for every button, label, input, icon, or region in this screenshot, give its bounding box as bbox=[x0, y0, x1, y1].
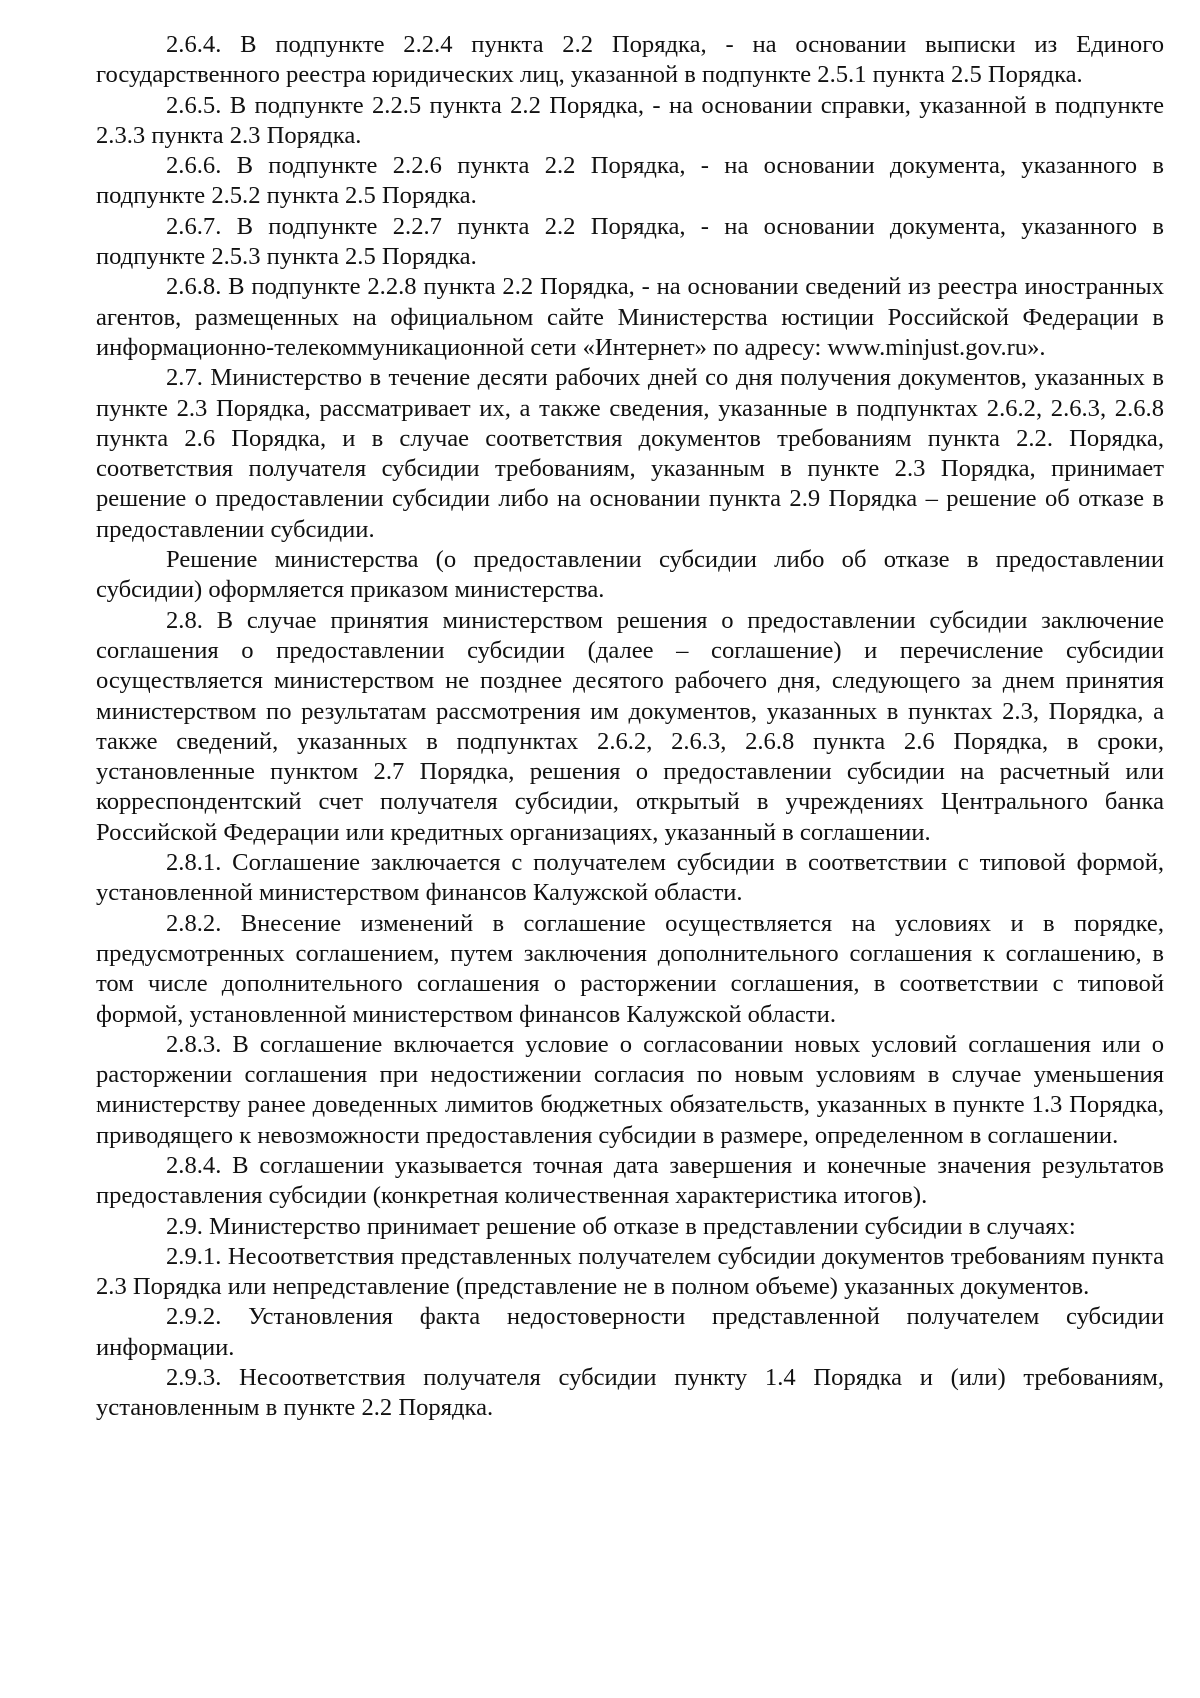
paragraph-2-6-4: 2.6.4. В подпункте 2.2.4 пункта 2.2 Порядка, - на основании выписки из Единого государственного реестра юридических лиц, указанной в подпункте 2.5.1 пункта 2.5 Порядка. bbox=[96, 31, 1164, 89]
paragraph-2-8-1: 2.8.1. Соглашение заключается с получателем субсидии в соответствии с типовой формой, установленной министерством финансов Калужской области. bbox=[96, 849, 1164, 907]
paragraph-2-6-7: 2.6.7. В подпункте 2.2.7 пункта 2.2 Порядка, - на основании документа, указанного в подпункте 2.5.3 пункта 2.5 Порядка. bbox=[96, 212, 1164, 271]
paragraph-2-6-6: 2.6.6. В подпункте 2.2.6 пункта 2.2 Порядка, - на основании документа, указанного в подпункте 2.5.2 пункта 2.5 Порядка. bbox=[96, 152, 1164, 210]
paragraph-decision: Решение министерства (о предоставлении субсидии либо об отказе в предоставлении субсидии) оформляется приказом министерства. bbox=[96, 546, 1164, 604]
paragraph-2-8-2: 2.8.2. Внесение изменений в соглашение осуществляется на условиях и в порядке, предусмотренных соглашением, путем заключения дополнительного соглашения к соглашению, в том числе дополнительного соглашения о расторжении соглашения, в соответствии с типовой формой, установленной министерством финансов Калужской области. bbox=[96, 909, 1164, 1028]
paragraph-2-9-2: 2.9.2. Установления факта недостоверности представленной получателем субсидии информации. bbox=[96, 1303, 1164, 1361]
paragraph-2-8: 2.8. В случае принятия министерством решения о предоставлении субсидии заключение соглашения о предоставлении субсидии (далее – соглашение) и перечисление субсидии осуществляется министерством не позднее десятого рабочего дня, следующего за днем принятия министерством по результатам рассмотрения им документов, указанных в пунктах 2.3, Порядка, а также сведений, указанных в подпунктах 2.6.2, 2.6.3, 2.6.8 пункта 2.6 Порядка, в сроки, установленные пунктом 2.7 Порядка, решения о предоставлении субсидии на расчетный или корреспондентский счет получателя субсидии, открытый в учреждениях Центрального банка Российской Федерации или кредитных организациях, указанный в соглашении. bbox=[96, 606, 1164, 846]
paragraph-2-7: 2.7. Министерство в течение десяти рабочих дней со дня получения документов, указанных в пункте 2.3 Порядка, рассматривает их, а также сведения, указанные в подпунктах 2.6.2, 2.6.3, 2.6.8 пункта 2.6 Порядка, и в случае соответствия документов требованиям пункта 2.2. Порядка, соответствия получателя субсидии требованиям, указанным в пункте 2.3 Порядка, принимает решение о предоставлении субсидии либо на основании пункта 2.9 Порядка – решение об отказе в предоставлении субсидии. bbox=[96, 364, 1164, 543]
paragraph-2-9-3: 2.9.3. Несоответствия получателя субсидии пункту 1.4 Порядка и (или) требованиям, установленным в пункте 2.2 Порядка. bbox=[96, 1364, 1164, 1422]
paragraph-2-9: 2.9. Министерство принимает решение об отказе в представлении субсидии в случаях: bbox=[166, 1212, 1076, 1240]
paragraph-2-6-5: 2.6.5. В подпункте 2.2.5 пункта 2.2 Порядка, - на основании справки, указанной в подпункте 2.3.3 пункта 2.3 Порядка. bbox=[96, 91, 1164, 149]
document-body bbox=[96, 30, 1164, 1424]
paragraph-2-6-8: 2.6.8. В подпункте 2.2.8 пункта 2.2 Порядка, - на основании сведений из реестра иностранных агентов, размещенных на официальном сайте Министерства юстиции Российской Федерации в информационно-телекоммуникационной сети «Интернет» по адресу: www.minjust.gov.ru». bbox=[96, 273, 1164, 361]
paragraph-2-8-3: 2.8.3. В соглашение включается условие о согласовании новых условий соглашения или о расторжении соглашения при недостижении согласия по новым условиям в случае уменьшения министерству ранее доведенных лимитов бюджетных обязательств, указанных в пункте 1.3 Порядка, приводящего к невозможности предоставления субсидии в размере, определенном в соглашении. bbox=[96, 1030, 1164, 1149]
paragraph-2-8-4: 2.8.4. В соглашении указывается точная дата завершения и конечные значения результатов предоставления субсидии (конкретная количественная характеристика итогов). bbox=[96, 1151, 1164, 1210]
paragraph-2-9-1: 2.9.1. Несоответствия представленных получателем субсидии документов требованиям пункта 2.3 Порядка или непредставление (представление не в полном объеме) указанных документов. bbox=[96, 1242, 1164, 1301]
